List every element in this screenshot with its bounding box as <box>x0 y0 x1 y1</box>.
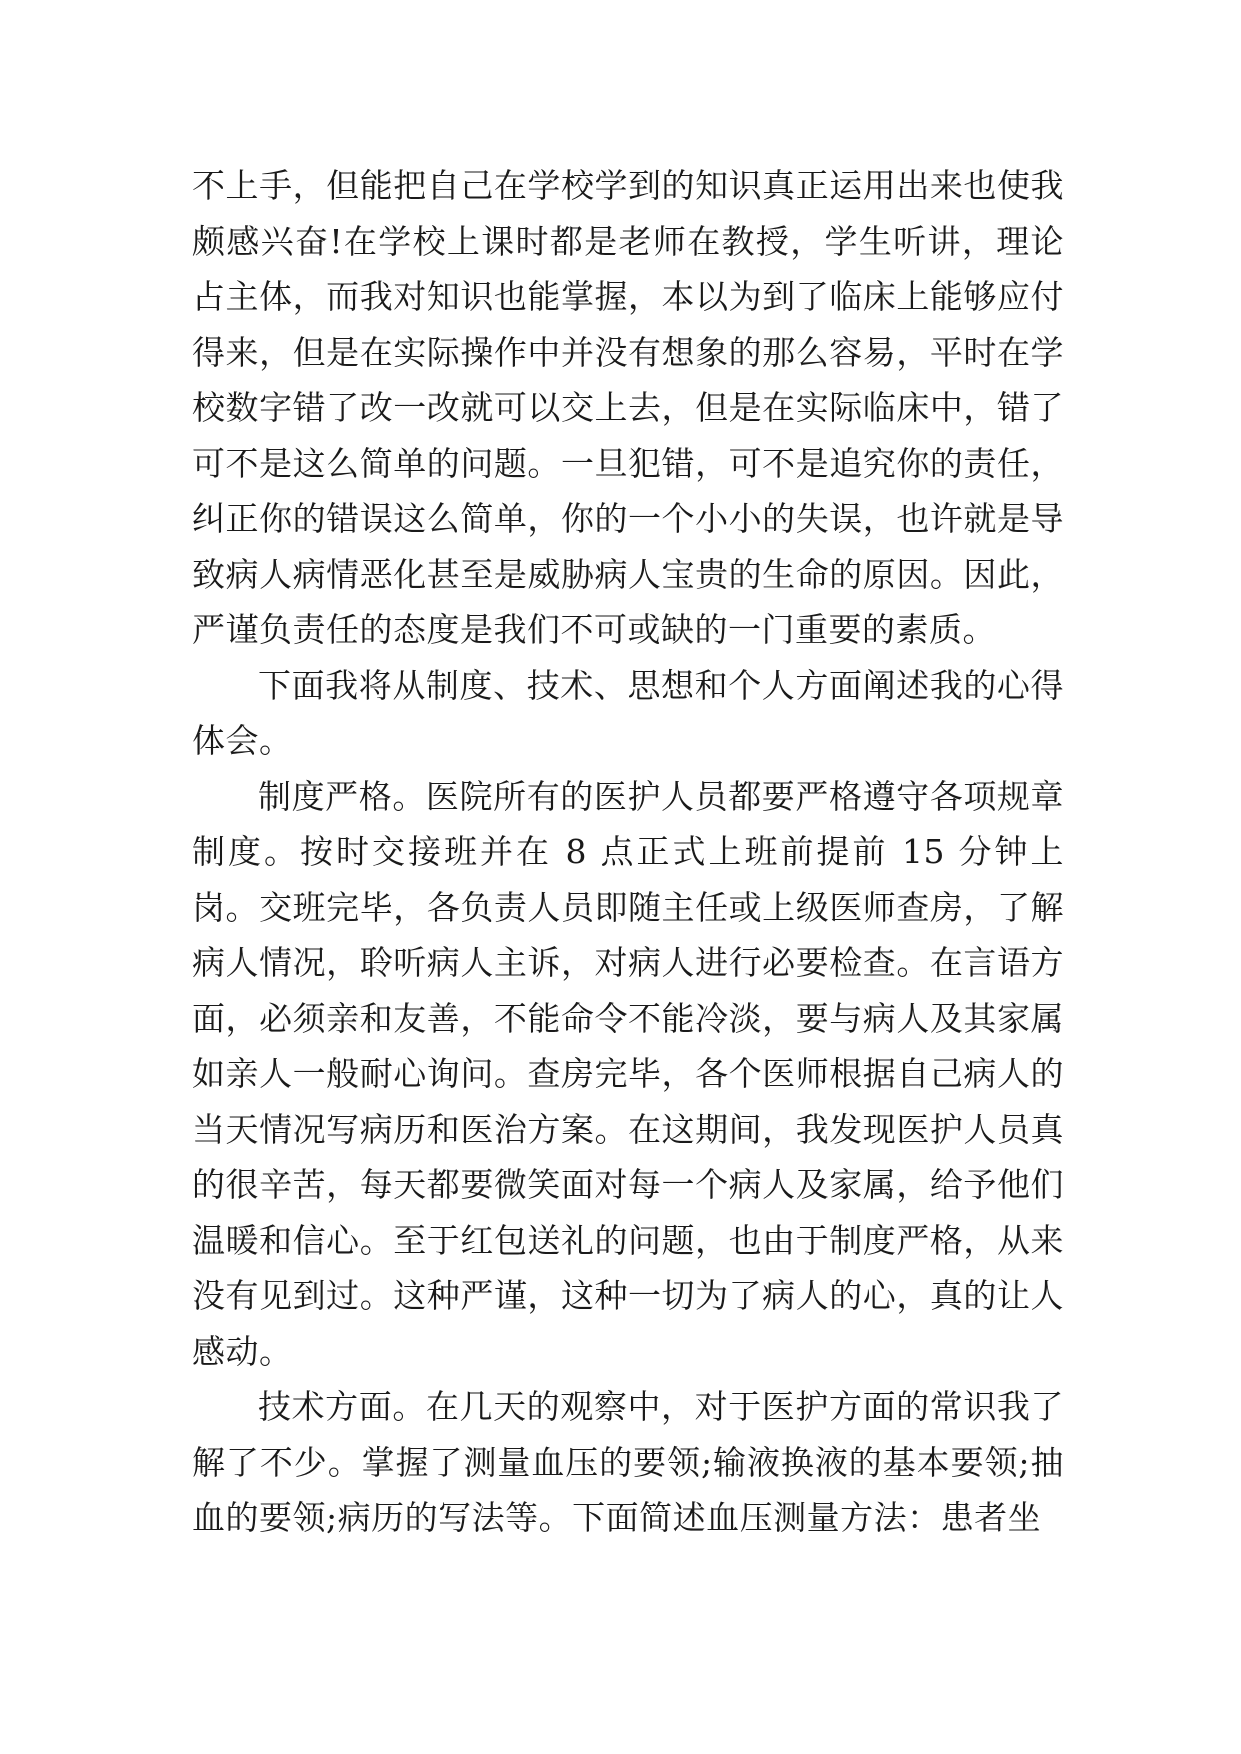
document-body <box>192 158 1064 1546</box>
paragraph-overview: 下面我将从制度、技术、思想和个人方面阐述我的心得体会。 <box>192 665 1064 760</box>
paragraph-system: 制度严格。医院所有的医护人员都要严格遵守各项规章制度。按时交接班并在 8 点正式上班前提前 15 分钟上岗。交班完毕，各负责人员即随主任或上级医师查房，了解病人情况，聆听病人主诉，对病人进行必要检查。在言语方面，必须亲和友善，不能命令不能冷淡，要与病人及其家属如亲人一般耐心询问。查房完毕，各个医师根据自己病人的当天情况写病历和医治方案。在这期间，我发现医护人员真的很辛苦，每天都要微笑面对每一个病人及家属，给予他们温暖和信心。至于红包送礼的问题，也由于制度严格，从来没有见到过。这种严谨，这种一切为了病人的心，真的让人感动。 <box>192 776 1064 1371</box>
paragraph-continuation: 不上手，但能把自己在学校学到的知识真正运用出来也使我颇感兴奋!在学校上课时都是老师在教授，学生听讲，理论占主体，而我对知识也能掌握，本以为到了临床上能够应付得来，但是在实际操作中并没有想象的那么容易，平时在学校数字错了改一改就可以交上去，但是在实际临床中，错了可不是这么简单的问题。一旦犯错，可不是追究你的责任，纠正你的错误这么简单，你的一个小小的失误，也许就是导致病人病情恶化甚至是威胁病人宝贵的生命的原因。因此，严谨负责任的态度是我们不可或缺的一门重要的素质。 <box>192 166 1064 649</box>
paragraph-technique: 技术方面。在几天的观察中，对于医护方面的常识我了解了不少。掌握了测量血压的要领;输液换液的基本要领;抽血的要领;病历的写法等。下面简述血压测量方法：患者坐 <box>192 1387 1064 1537</box>
